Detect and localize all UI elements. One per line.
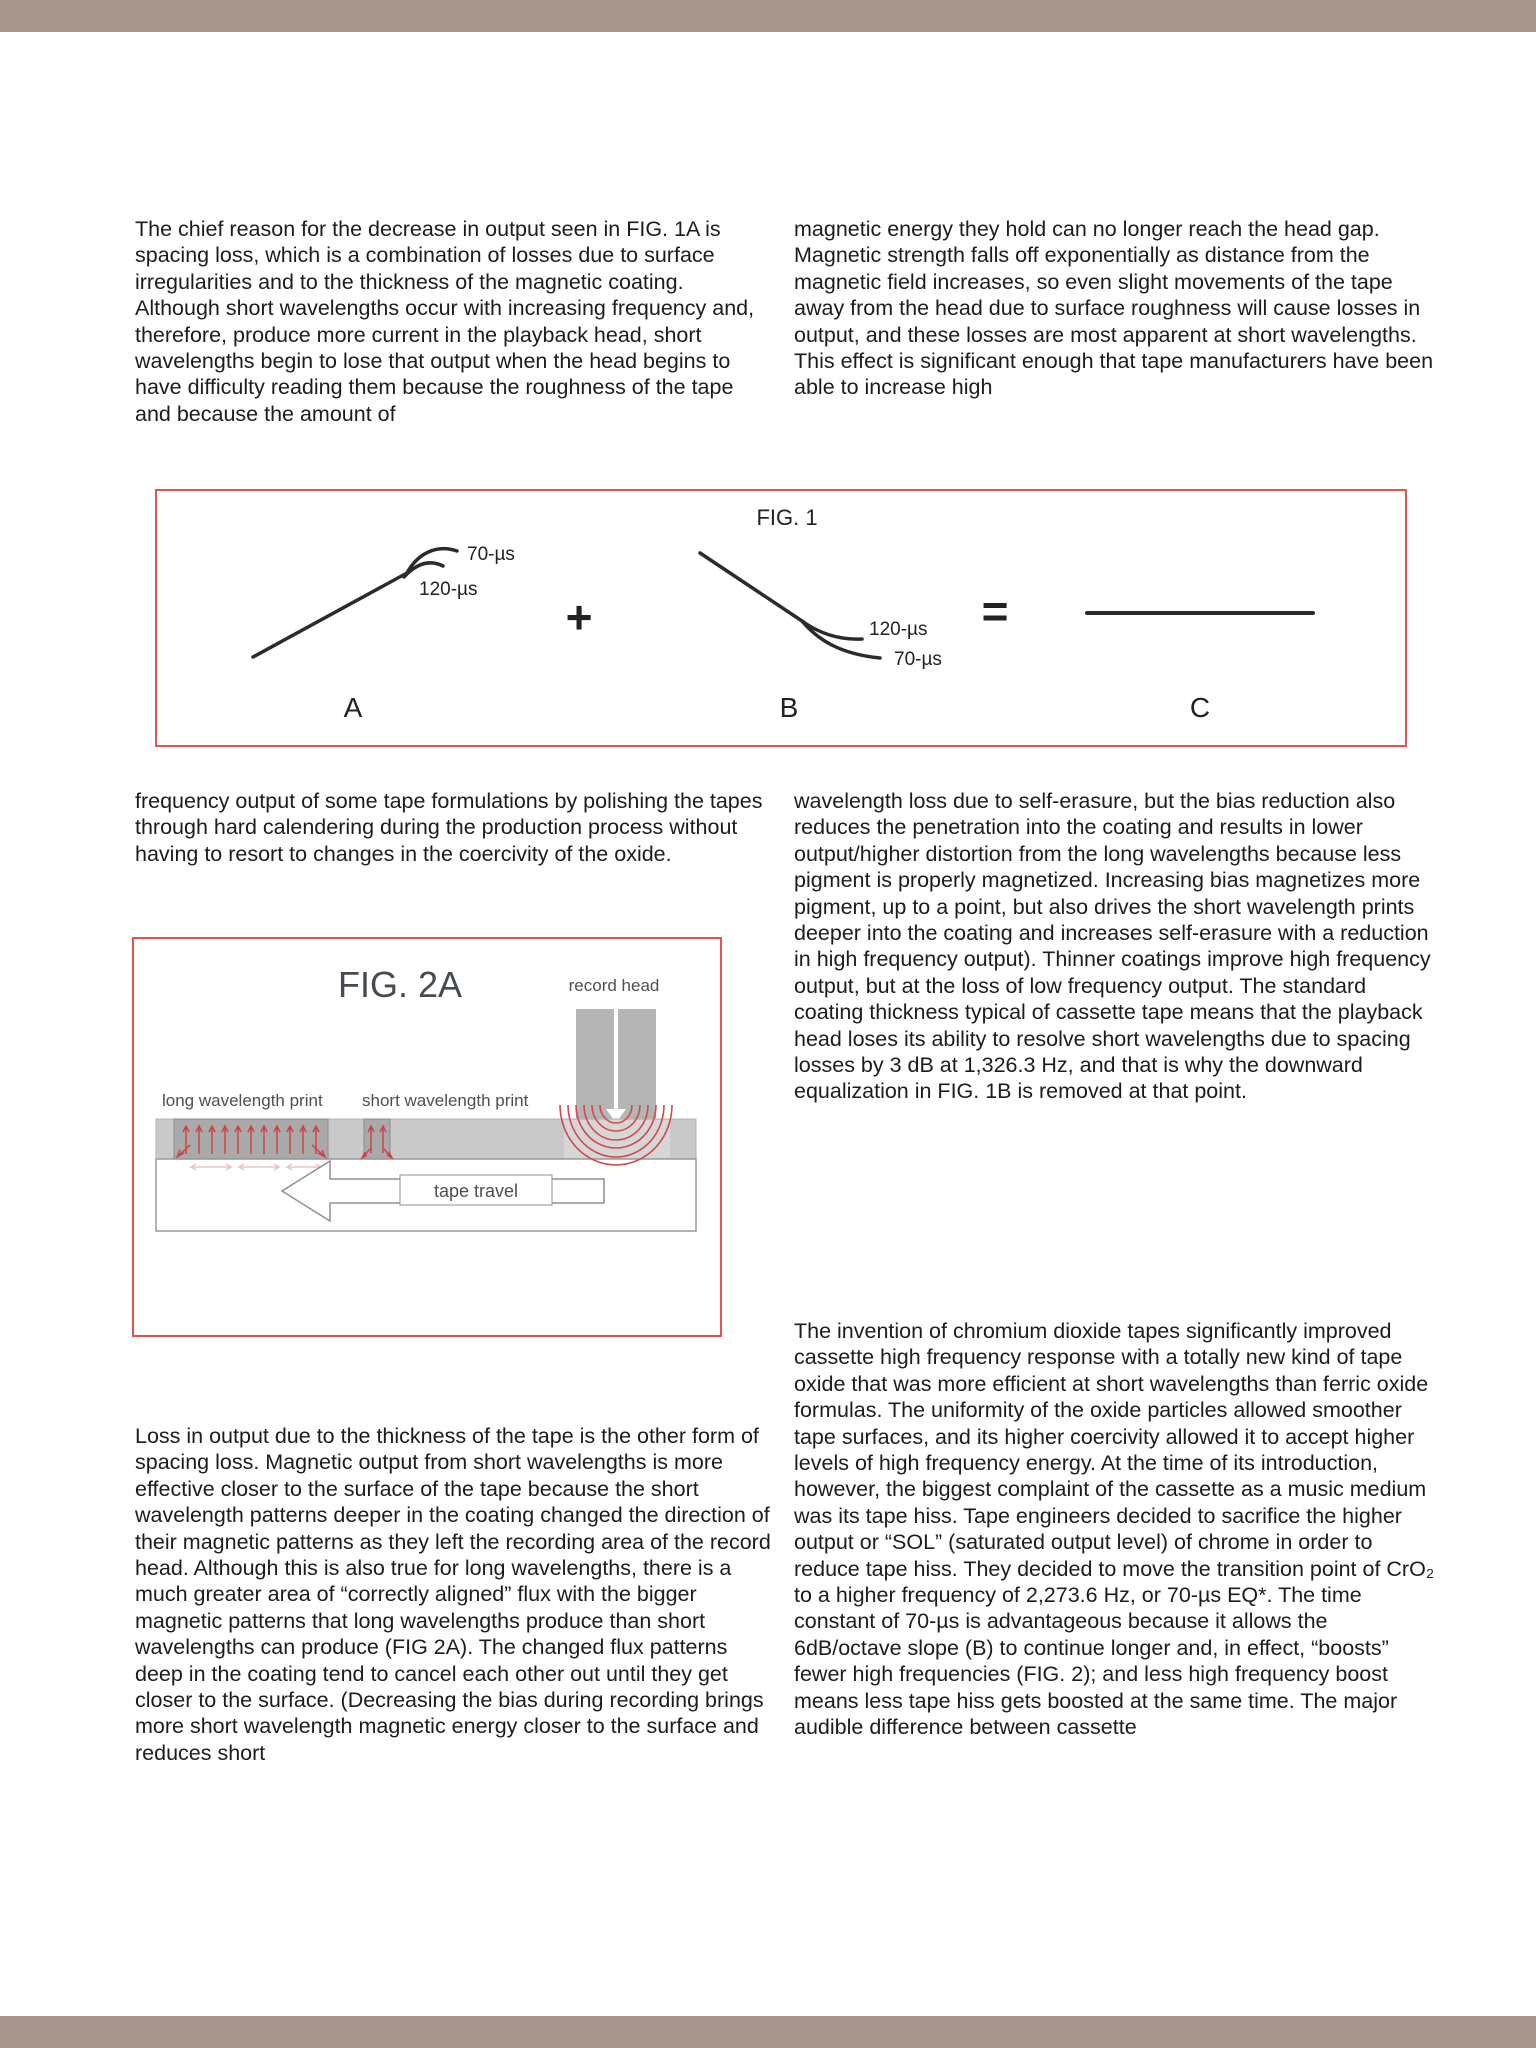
long-print-label: long wavelength print (162, 1091, 323, 1110)
paragraph-left-middle: frequency output of some tape formulations by polishing the tapes through hard calendering during the production process without having to resort to changes in the coercivity of the oxide. (135, 789, 763, 866)
short-print-label: short wavelength print (362, 1091, 529, 1110)
figure-2a (132, 937, 722, 1337)
bottom-border-band (0, 2016, 1536, 2048)
paragraph-right-top: magnetic energy they hold can no longer reach the head gap. Magnetic strength falls off exponentially as distance from the magnetic field increases, so even slight movements of the tape away from the head due to surface roughness will cause losses in output, and these losses are most apparent at short wavelengths. This effect is significant enough that tape manufacturers have been able to increase high (794, 217, 1434, 400)
panel-b-label: B (779, 692, 799, 723)
curve-b-120us-label: 120-µs (869, 619, 928, 640)
curve-b-70us-label: 70-µs (894, 649, 942, 670)
curve-a-main (253, 573, 407, 657)
record-head-left-pole (576, 1009, 614, 1121)
curve-a-70us-label: 70-µs (467, 544, 515, 565)
paragraph-left-top: The chief reason for the decrease in output seen in FIG. 1A is spacing loss, which is a combination of losses due to surface irregularities and to the thickness of the magnetic coating. Although short wavelengths occur with increasing frequency and, therefore, produce more current in the playback head, short wavelengths begin to lose that output when the head begins to have difficulty reading them because the roughness of the tape and because the amount of (135, 217, 755, 426)
equals-sign: = (981, 585, 1009, 637)
paragraph-right-1: wavelength loss due to self-erasure, but the bias reduction also reduces the penetration into the coating and results in lower output/higher distortion from the long wavelengths because less pigment is properly magnetized. Increasing bias magnetizes more pigment, up to a point, but also drives the short wavelength prints deeper into the coating and increases self-erasure with a reduction in high frequency output). Thinner coatings improve high frequency output, but at the loss of low frequency output. The standard coating thickness typical of cassette tape means that the playback head loses its ability to resolve short wavelengths due to spacing losses by 3 dB at 1,326.3 Hz, and that is why the downward equalization in FIG. 1B is removed at that point. (794, 789, 1431, 1104)
figure-1 (155, 489, 1407, 747)
panel-c-label: C (1189, 692, 1211, 723)
top-border-band (0, 0, 1536, 32)
curve-a-120us-label: 120-µs (419, 579, 478, 600)
panel-a-label: A (343, 692, 363, 723)
plus-sign: + (565, 591, 593, 643)
paragraph-left-bottom: Loss in output due to the thickness of the tape is the other form of spacing loss. Magnetic output from short wavelengths is more effective closer to the surface of the tape because the short wavelength patterns deeper in the coating changed the direction of their magnetic patterns as they left the recording area of the record head. Although this is also true for long wavelengths, there is a much greater area of “correctly aligned” flux with the bigger magnetic patterns that long wavelengths produce than short wavelengths can produce (FIG 2A). The changed flux patterns deep in the coating tend to cancel each other out until they get closer to the surface. (Decreasing the bias during recording brings more short wavelength magnetic energy closer to the surface and reduces short (135, 1424, 771, 1765)
record-head-label: record head (568, 976, 660, 995)
paragraph-right-2: The invention of chromium dioxide tapes significantly improved cassette high frequency response with a totally new kind of tape oxide that was more efficient at short wavelengths than ferric oxide formulas. The uniformity of the oxide particles allowed smoother tape surfaces, and its higher coercivity allowed it to accept higher levels of high frequency energy. At the time of its introduction, however, the biggest complaint of the cassette as a music medium was its tape hiss. Tape engineers decided to sacrifice the higher output or “SOL” (saturated output level) of chrome in order to reduce tape hiss. They decided to move the transition point of CrO₂ to a higher frequency of 2,273.6 Hz, or 70-µs EQ*. The time constant of 70-µs is advantageous because it allows the 6dB/octave slope (B) to continue longer and, in effect, “boosts” fewer high frequencies (FIG. 2); and less high frequency boost means less tape hiss gets boosted at the same time. The major audible difference between cassette (794, 1319, 1435, 1740)
figure-2a-drawing (134, 939, 720, 1335)
curve-b-main (700, 553, 802, 621)
curve-a-120us-branch (404, 563, 443, 577)
tape-travel-label: tape travel (433, 1181, 519, 1201)
record-head-right-pole (618, 1009, 656, 1121)
figure-1-title: FIG. 1 (756, 505, 818, 530)
figure-2a-title: FIG. 2A (337, 964, 463, 1005)
figure-1-drawing (157, 491, 1405, 745)
short-wavelength-print-region (364, 1119, 390, 1159)
